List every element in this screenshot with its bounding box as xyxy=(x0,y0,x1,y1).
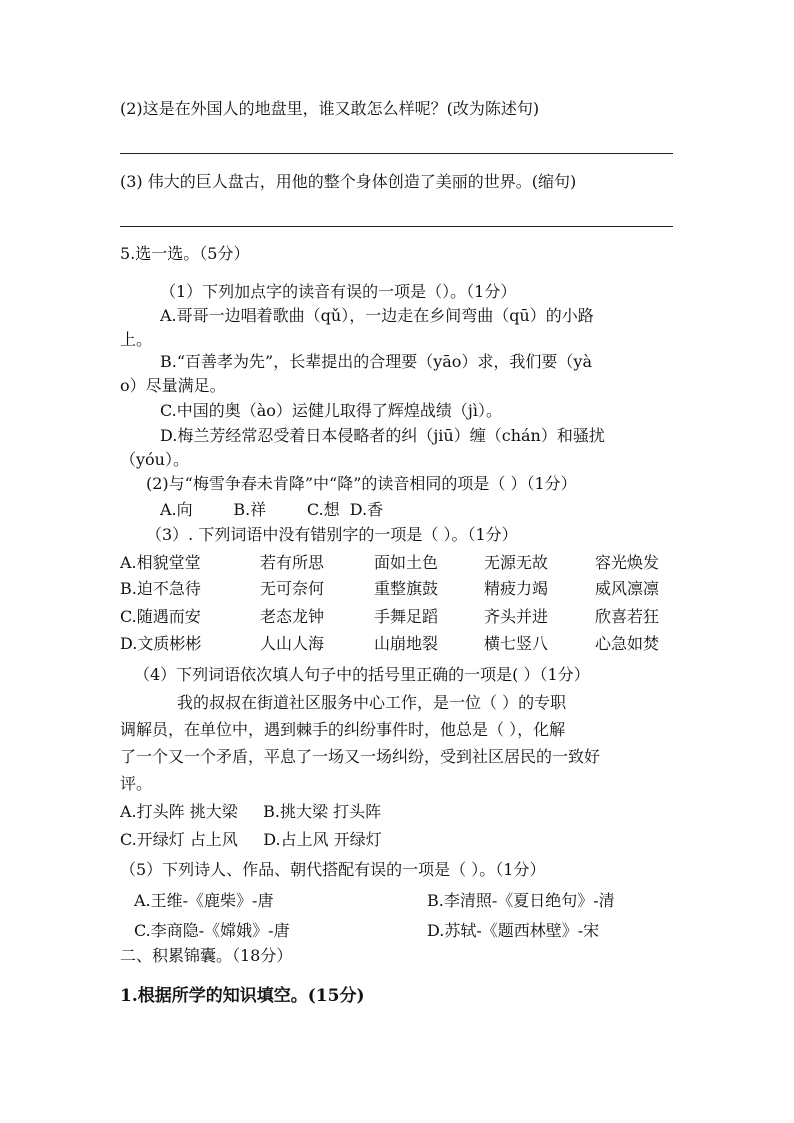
word-cell: 老态龙钟 xyxy=(260,607,325,626)
word-cell: 无可奈何 xyxy=(260,579,325,598)
q4-item2: (2)这是在外国人的地盘里，谁又敢怎么样呢？(改为陈述句) xyxy=(120,99,540,118)
q5-sub2-options: A.向 B.祥 C.想 D.香 xyxy=(160,500,384,519)
word-cell: 横七竖八 xyxy=(484,634,549,653)
answer-line-1[interactable] xyxy=(120,153,673,154)
word-cell: 若有所思 xyxy=(260,553,325,572)
q5-sub1-option-b: B.“百善孝为先”，长辈提出的合理要（yāo）求，我们要（yà xyxy=(160,352,592,371)
q5-sub4-options-2: C.开绿灯 占上风 D.占上风 开绿灯 xyxy=(120,830,382,849)
q5-sub4-options-1: A.打头阵 挑大梁 B.挑大梁 打头阵 xyxy=(120,802,382,821)
section2-title: 二、积累锦囊。（18分） xyxy=(120,946,293,965)
word-cell: A.相貌堂堂 xyxy=(120,553,201,572)
word-cell: 人山人海 xyxy=(260,634,325,653)
word-cell: 心急如焚 xyxy=(595,634,660,653)
q4-item3: (3) 伟大的巨人盘古，用他的整个身体创造了美丽的世界。(缩句) xyxy=(120,172,577,191)
q5-sub5-option-d: D.苏轼-《题西林壁》-宋 xyxy=(427,921,600,940)
q5-sub4-paragraph-2: 调解员，在单位中，遇到棘手的纠纷事件时，他总是（ ），化解 xyxy=(120,720,566,739)
word-cell: 欣喜若狂 xyxy=(595,607,660,626)
answer-line-2[interactable] xyxy=(120,226,673,227)
word-cell: 面如土色 xyxy=(374,553,439,572)
word-cell: 容光焕发 xyxy=(595,553,660,572)
q5-sub4-paragraph-1: 我的叔叔在街道社区服务中心工作，是一位（ ）的专职 xyxy=(177,693,567,712)
word-cell: 无源无故 xyxy=(484,553,549,572)
q5-title: 5.选一选。（5分） xyxy=(120,244,250,263)
q5-sub5-option-c: C.李商隐-《嫦娥》-唐 xyxy=(134,921,290,940)
word-cell: D.文质彬彬 xyxy=(120,634,202,653)
q5-sub4-paragraph-3: 了一个又一个矛盾，平息了一场又一场纠纷，受到社区居民的一致好 xyxy=(120,747,601,766)
q5-sub5-option-a: A.王维-《鹿柴》-唐 xyxy=(134,891,274,910)
q5-sub5-question: （5）下列诗人、作品、朝代搭配有误的一项是（ ）。（1分） xyxy=(120,860,546,879)
word-cell: B.迫不急待 xyxy=(120,579,201,598)
q5-sub1-question: （1）下列加点字的读音有误的一项是（）。（1分） xyxy=(160,282,517,301)
q5-sub1-option-d-cont: （yóu）。 xyxy=(120,450,189,469)
q5-sub4-question: （4）下列词语依次填人句子中的括号里正确的一项是( ）（1分） xyxy=(134,665,590,684)
word-cell: C.随遇而安 xyxy=(120,607,201,626)
q5-sub2-question: (2)与“梅雪争春未肯降”中“降”的读音相同的项是（ ）（1分） xyxy=(146,474,577,493)
word-cell: 精疲力竭 xyxy=(484,579,549,598)
q5-sub1-option-c: C.中国的奥（ào）运健儿取得了辉煌战绩（jì）。 xyxy=(160,401,503,420)
section2-q1: 1.根据所学的知识填空。(15分) xyxy=(120,986,365,1006)
word-cell: 山崩地裂 xyxy=(374,634,439,653)
q5-sub1-option-d: D.梅兰芳经常忍受着日本侵略者的纠（jiū）缠（chán）和骚扰 xyxy=(160,426,605,445)
q5-sub1-option-a: A.哥哥一边唱着歌曲（qǔ），一边走在乡间弯曲（qū）的小路 xyxy=(160,306,594,325)
word-cell: 威风凛凛 xyxy=(595,579,660,598)
q5-sub1-option-b-cont: o）尽量满足。 xyxy=(120,376,226,395)
q5-sub3-question: （3）. 下列词语中没有错别字的一项是（ ）。（1分） xyxy=(146,525,518,544)
word-cell: 齐头并进 xyxy=(484,607,549,626)
q5-sub1-option-a-cont: 上。 xyxy=(120,330,153,349)
q5-sub5-option-b: B.李清照-《夏日绝句》-清 xyxy=(427,891,615,910)
q5-sub4-paragraph-4: 评。 xyxy=(120,774,153,793)
word-cell: 手舞足蹈 xyxy=(374,607,439,626)
word-cell: 重整旗鼓 xyxy=(374,579,439,598)
